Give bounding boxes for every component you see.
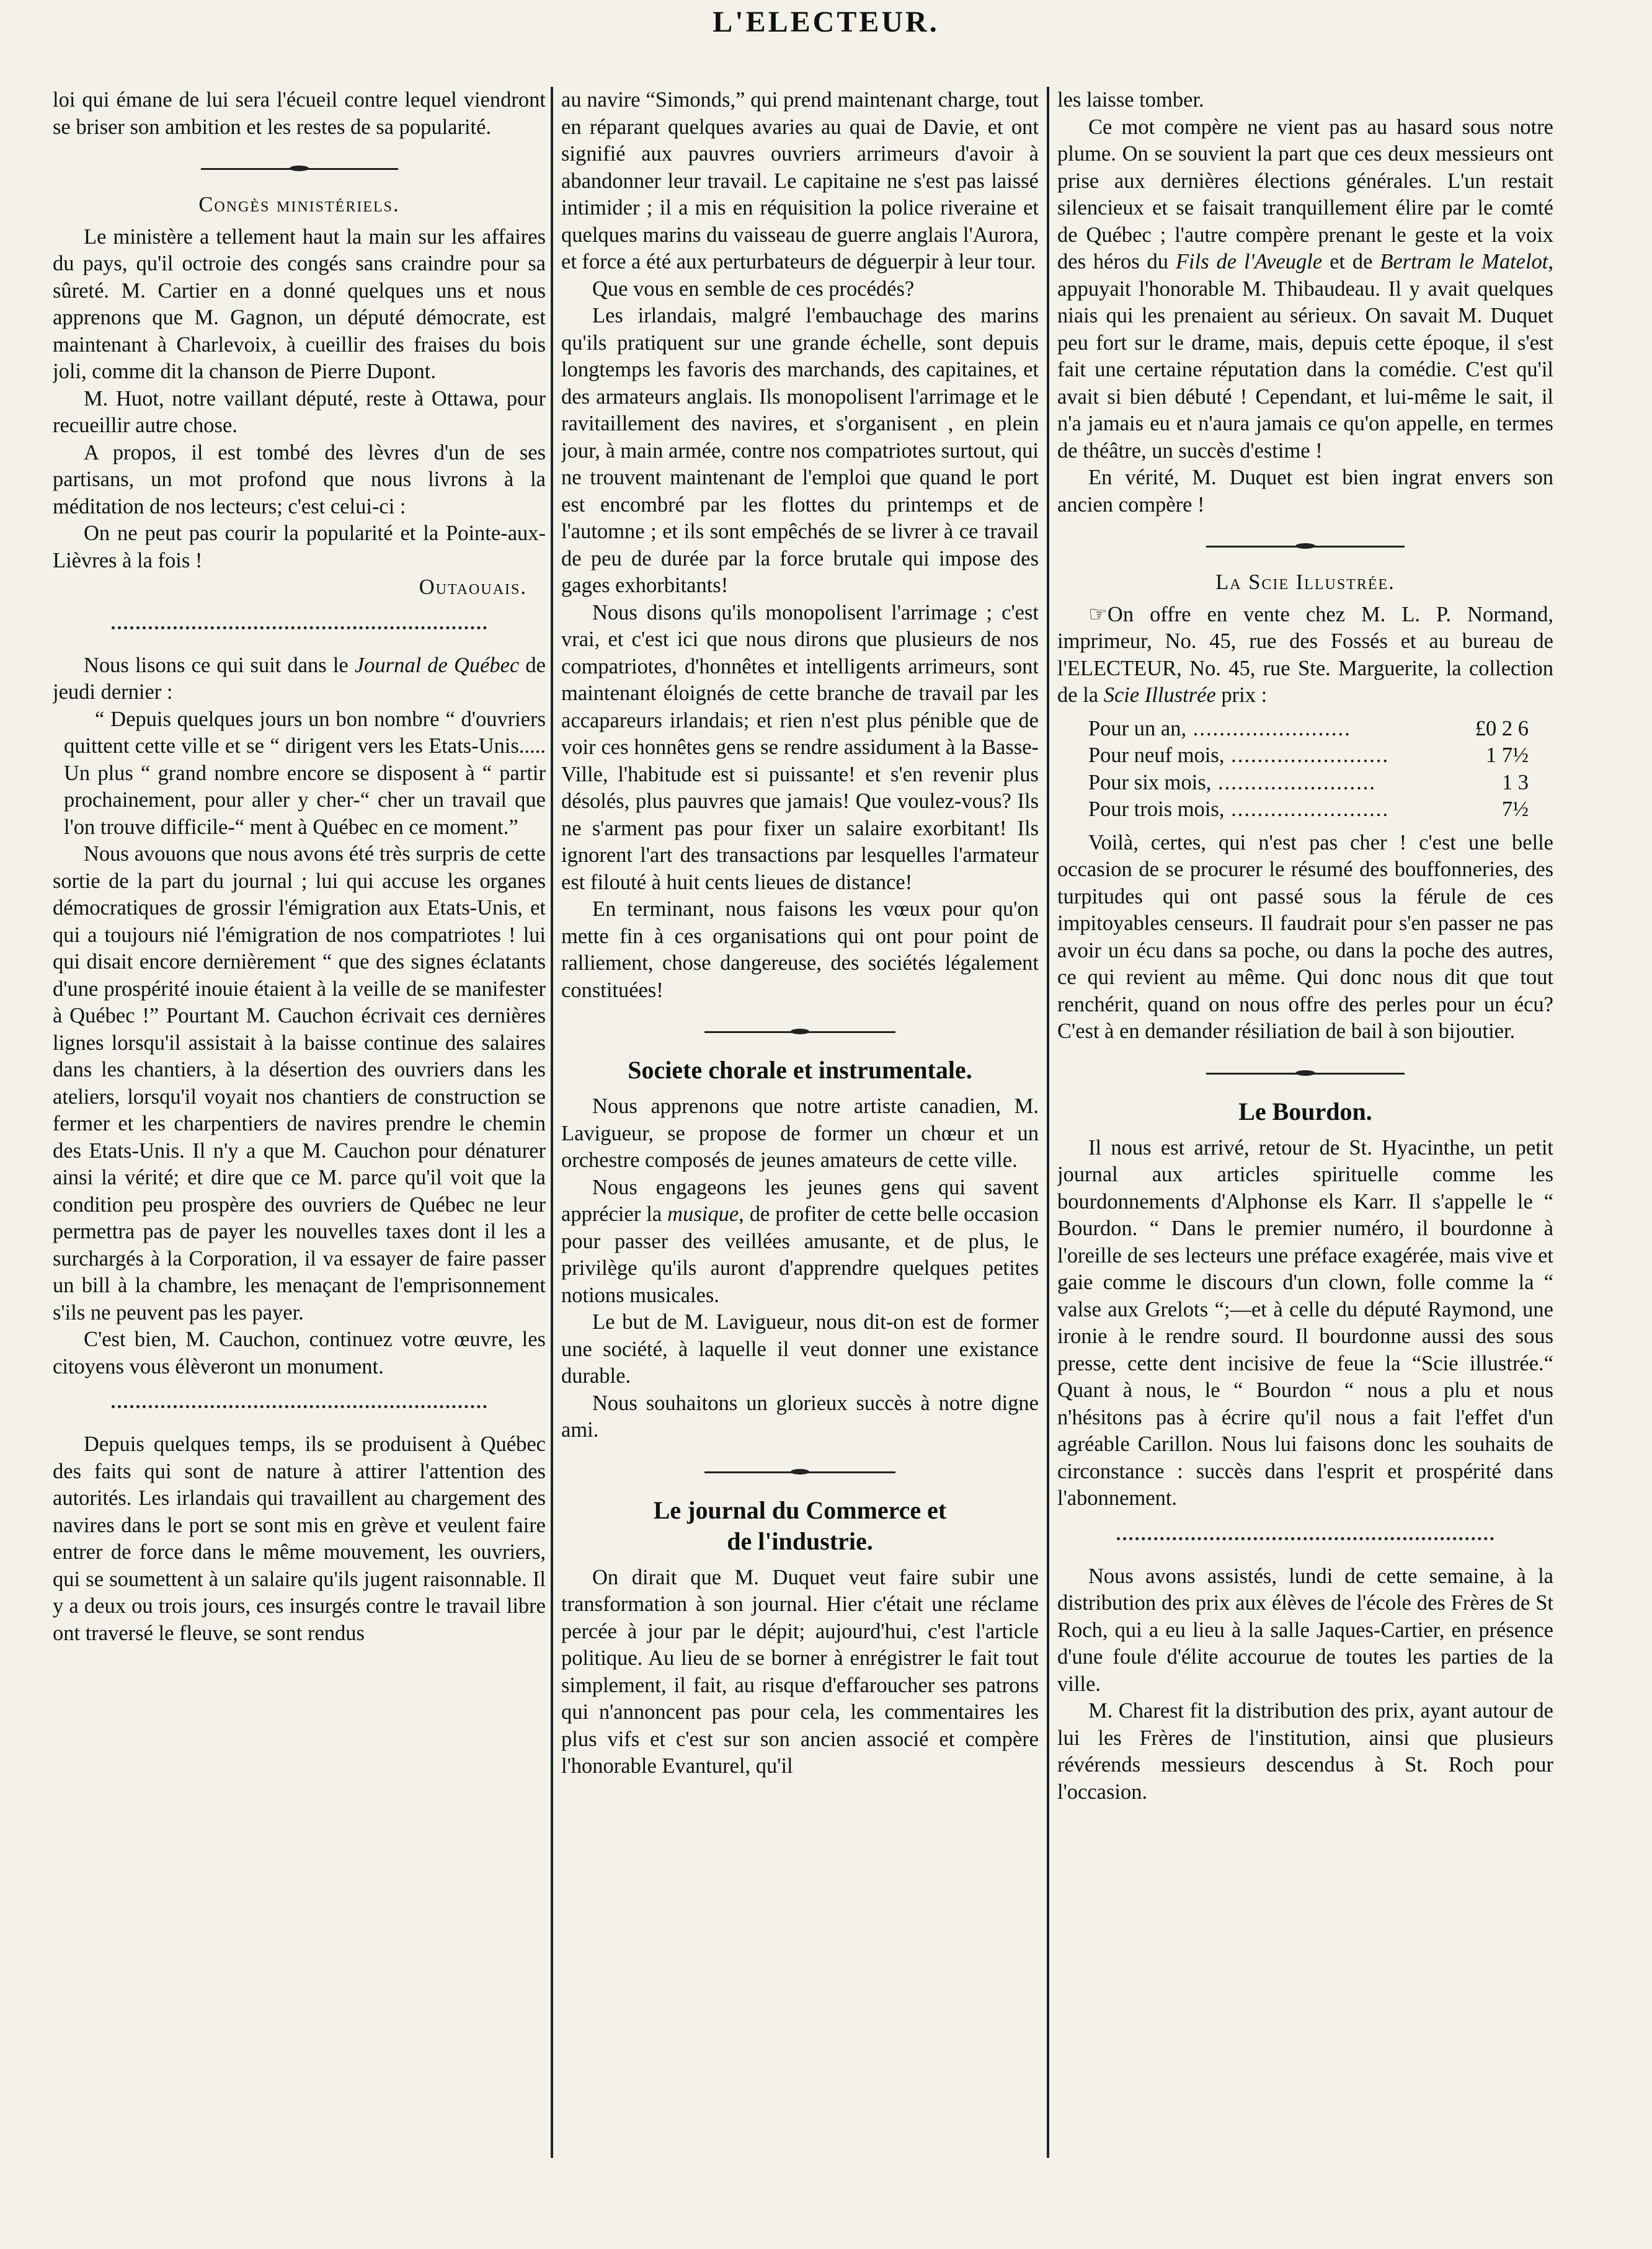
paragraph: Le but de M. Lavigueur, nous dit-on est de former une société, à laquelle il veut donner une existance durable.: [561, 1310, 1039, 1388]
paragraph: A propos, il est tombé des lèvres d'un de ses partisans, un mot profond que nous livrons à la méditation de nos lecteurs; c'est celui-ci :: [53, 440, 546, 518]
paragraph: C'est bien, M. Cauchon, continuez votre œuvre, les citoyens vous élèveront un monument.: [53, 1328, 546, 1378]
paragraph: Il nous est arrivé, retour de St. Hyacinthe, un petit journal aux articles spirituelle comme les bourdonnements d'Alphonse els Karr. Il s'appelle le “ Bourdon. “ Dans le premier numéro, il bourdonne à l'oreille de ses lecteurs une préface exagérée, mais vive et gaie comme le discours d'un clown, folle comme la “ valse aux Grelots “;—et à celle du député Raymond, une ironie à le rendre sourd. Il bourdonne aussi des sous presse, cette dent incisive de feue la “Scie illustrée.“ Quant à nous, le “ Bourdon “ nous a plu et nous n'hésitons pas à écrire qu'il nous a fait l'effet d'un agréable Carillon. Nous lui faisons donc les souhaits de circonstance : succès dans l'esprit et prospérité dans l'abonnement.: [1057, 1135, 1553, 1510]
article-heading: Societe chorale et instrumentale.: [628, 1056, 972, 1084]
signature: Outaouais.: [419, 575, 527, 599]
paragraph: Nous disons qu'ils monopolisent l'arrimage ; c'est vrai, et c'est ici que nous dirons que plusieurs de nos compatriotes, d'honnêtes et intelligents arrimeurs, sont maintenant éloignés de cette branche de travail par les accapareurs irlandais; et rien n'est plus pénible que de voir ces honnêtes gens se rendre assidument à la Basse-Ville, l'habitude est si puissante! et s'en revenir plus désolés, plus pauvres que jamais! Que voulez-vous? Ils ne s'arment pas pour fixer un salaire exorbitant! Ils ignorent l'art des transactions par lesquelles l'armateur est filouté à huit cents lieues de distance!: [561, 600, 1039, 894]
paragraph: Nous avouons que nous avons été très surpris de cette sortie de la part du journal ; lui qui accuse les organes démocratiques de grossir l'émigration aux Etats-Unis, et qui a toujours nié l'émigration de nos compatriotes ! lui qui disait encore dernièrement “ que des signes éclatants d'une prospérité inouie étaient à la veille de se manifester à Québec !” Pourtant M. Cauchon écrivait ces dernières lignes lorsqu'il assistait à la baisse continue des salaires dans les chantiers, à la désertion des ouvriers dans les ateliers, lorsqu'il voyait nos chantiers de construction se fermer et les charpentiers de navires prendre le chemin des Etats-Unis. Il n'y a que M. Cauchon pour dénaturer ainsi la vérité; et dire que ce M. parce qu'il voit que la condition peu prospère des ouvriers de Québec ne leur permettra pas de payer les nouvelles taxes dont il les a surchargés à la Corporation, il va essayer de faire passer un bill à la chambre, les menaçant de l'emprisonnement s'ils ne peuvent pas les payer.: [53, 842, 546, 1324]
column-rule: [551, 87, 553, 2158]
article-heading: Le Bourdon.: [1238, 1097, 1372, 1125]
paragraph: ☞On offre en vente chez M. L. P. Normand, imprimeur, No. 45, rue des Fossés et au bureau de l'ELECTEUR, No. 45, rue Ste. Marguerite, la collection de la Scie Illustrée prix :: [1057, 602, 1553, 707]
section-divider: [53, 1398, 546, 1419]
paragraph: M. Huot, notre vaillant député, reste à Ottawa, pour recueillir autre chose.: [53, 386, 546, 437]
paragraph: En terminant, nous faisons les vœux pour qu'on mette fin à ces organisations qui ont pour point de ralliement, chose dangereuse, des sociétés légalement constituées!: [561, 897, 1039, 1002]
paragraph: Le ministère a tellement haut la main sur les affaires du pays, qu'il octroie des congés sans craindre pour sa sûreté. M. Cartier en a donné quelques uns et nous apprenons que M. Gagnon, un député démocrate, est maintenant à Charlevoix, à cueillir des fraises du bois joli, comme dit la chanson de Pierre Dupont.: [53, 224, 546, 383]
column-2: [561, 87, 1039, 2220]
article-heading: Le journal du Commerce et de l'industrie.: [653, 1496, 947, 1555]
paragraph: Ce mot compère ne vient pas au hasard sous notre plume. On se souvient la part que ces deux messieurs ont prise aux dernières élections générales. L'un restait silencieux et se faisait tranquillement élire par le comté de Québec ; l'autre compère prenant le geste et la voix des héros du Fils de l'Aveugle et de Bertram le Matelot, appuyait l'honorable M. Thibaudeau. Il y avait quelques niais qui les prenaient au sérieux. On savait M. Duquet peu fort sur le drame, mais, depuis cette époque, il s'est fait une certaine réputation dans la comédie. C'est qu'il avait si bien débuté ! Cependant, et lui-même le sait, il n'a jamais eu et n'aura jamais ce qu'on appelle, en termes de théâtre, un succès d'estime !: [1057, 115, 1553, 463]
price-row: Pour un an, ..... £0 2 6: [1088, 716, 1529, 743]
price-row: Pour trois mois, ..... 7½: [1088, 796, 1529, 823]
column-3: [1057, 87, 1553, 2220]
article-heading: Congès ministériels.: [198, 193, 400, 216]
column-1: [53, 87, 546, 2220]
quotation: “ Depuis quelques jours un bon nombre “ d'ouvriers quittent cette ville et se “ dirigent vers les Etats-Unis..... Un plus “ grand nombre encore se disposent à “ partir prochainement, pour aller y cher-“ cher un travail que l'on trouve difficile-“ ment à Québec en ce moment.”: [64, 707, 546, 839]
section-divider: [1057, 1063, 1553, 1084]
article-continuation: les laisse tomber.: [1057, 88, 1204, 112]
column-rule: [1047, 87, 1049, 2158]
section-divider: [53, 619, 546, 640]
price-row: Pour neuf mois, ..... 1 7½: [1088, 742, 1529, 770]
masthead-title: L'ELECTEUR.: [713, 6, 939, 38]
paragraph: Nous engageons les jeunes gens qui savent apprécier la musique, de profiter de cette belle occasion pour passer des veillées amusante, et de plus, le privilège qu'ils auront d'apprendre quelques petites notions musicales.: [561, 1175, 1039, 1307]
section-divider: [1057, 1530, 1553, 1551]
paragraph: Depuis quelques temps, ils se produisent à Québec des faits qui sont de nature à attirer l'attention des autorités. Les irlandais qui travaillent au chargement des navires dans le port se sont mis en grève et veulent faire entrer de force dans le même mouvement, les ouvriers, qui se soumettent à un salaire qu'ils jugent raisonnable. Il y a deux ou trois jours, ces insurgés contre le travail libre ont traversé le fleuve, se sont rendus: [53, 1432, 546, 1645]
section-divider: [1057, 536, 1553, 557]
paragraph: Voilà, certes, qui n'est pas cher ! c'est une belle occasion de se procurer le résumé des bouffonneries, des turpitudes qui ont passé sous la férule de ces impitoyables censeurs. Il faudrait pour s'en passer ne pas avoir un écu dans sa poche, ou dans la poche des autres, ce qui revient au même. Qui donc nous dit que tout renchérit, quand on nous offre des perles pour un écu? C'est à en demander résiliation de bail à son bijoutier.: [1057, 830, 1553, 1043]
article-heading: La Scie Illustrée.: [1215, 570, 1395, 594]
paragraph: M. Charest fit la distribution des prix, ayant autour de lui les Frères de l'institution, ainsi que plusieurs révérends messieurs descendus à St. Roch pour l'occasion.: [1057, 1699, 1553, 1804]
paragraph: En vérité, M. Duquet est bien ingrat envers son ancien compère !: [1057, 466, 1553, 517]
journal-title: Journal de Québec: [354, 653, 520, 677]
paragraph: Nous souhaitons un glorieux succès à notre digne ami.: [561, 1391, 1039, 1442]
article-continuation: au navire “Simonds,” qui prend maintenant charge, tout en réparant quelques avaries au quai de Davie, et ont signifié aux pauvres ouvriers arrimeurs d'avoir à abandonner leur travail. Le capitaine ne s'est pas laissé intimider ; il a mis en réquisition la police riveraine et quelques marins du vaisseau de guerre anglais l'Aurora, et force a été aux perturbateurs de déguerpir à leur tour.: [561, 88, 1039, 273]
paragraph: On ne peut pas courir la popularité et la Pointe-aux-Lièvres à la fois !: [53, 521, 546, 572]
article-continuation: loi qui émane de lui sera l'écueil contre lequel viendront se briser son ambition et les restes de sa popularité.: [53, 88, 546, 139]
section-divider: [53, 158, 546, 179]
paragraph: Les irlandais, malgré l'embauchage des marins qu'ils pratiquent sur une grande échelle, sont depuis longtemps les favoris des marchands, des capitaines, et des armateurs anglais. Ils monopolisent l'arrimage et le ravitaillement des navires, et s'organisent , en plein jour, à main armée, contre nos compatriotes surtout, qui ne trouvent maintenant de l'emploi que quand le port est encombré par les flottes du printemps et de l'automne ; et ils sont empêchés de se livrer à ce travail de peu de durée par la force brutale qui impose des gages exhorbitants!: [561, 304, 1039, 597]
paragraph: Nous apprenons que notre artiste canadien, M. Lavigueur, se propose de former un chœur et un orchestre composés de jeunes amateurs de cette ville.: [561, 1094, 1039, 1172]
price-row: Pour six mois, ..... 1 3: [1088, 770, 1529, 797]
paragraph: On dirait que M. Duquet veut faire subir une transformation à son journal. Hier c'était une réclame percée à jour par le dépit; aujourd'hui, c'est l'article politique. Au lieu de se borner à enrégistrer le fait tout simplement, il fait, au risque d'effaroucher ses patrons qui n'annoncent pas pour cela, les commentaires les plus vifs et c'est sur son ancien associé et compère l'honorable Evanturel, qu'il: [561, 1565, 1039, 1778]
paragraph: Nous lisons ce qui suit dans le Journal de Québec de jeudi dernier :: [53, 653, 546, 704]
paragraph: Nous avons assistés, lundi de cette semaine, à la distribution des prix aux élèves de l'école des Frères de St Roch, qui a eu lieu à la salle Jaques-Cartier, en présence d'une foule d'élite accourue de toutes les parties de la ville.: [1057, 1564, 1553, 1696]
price-list: [1057, 716, 1553, 823]
section-divider: [561, 1462, 1039, 1483]
section-divider: [561, 1021, 1039, 1042]
paragraph: Que vous en semble de ces procédés?: [592, 277, 915, 301]
